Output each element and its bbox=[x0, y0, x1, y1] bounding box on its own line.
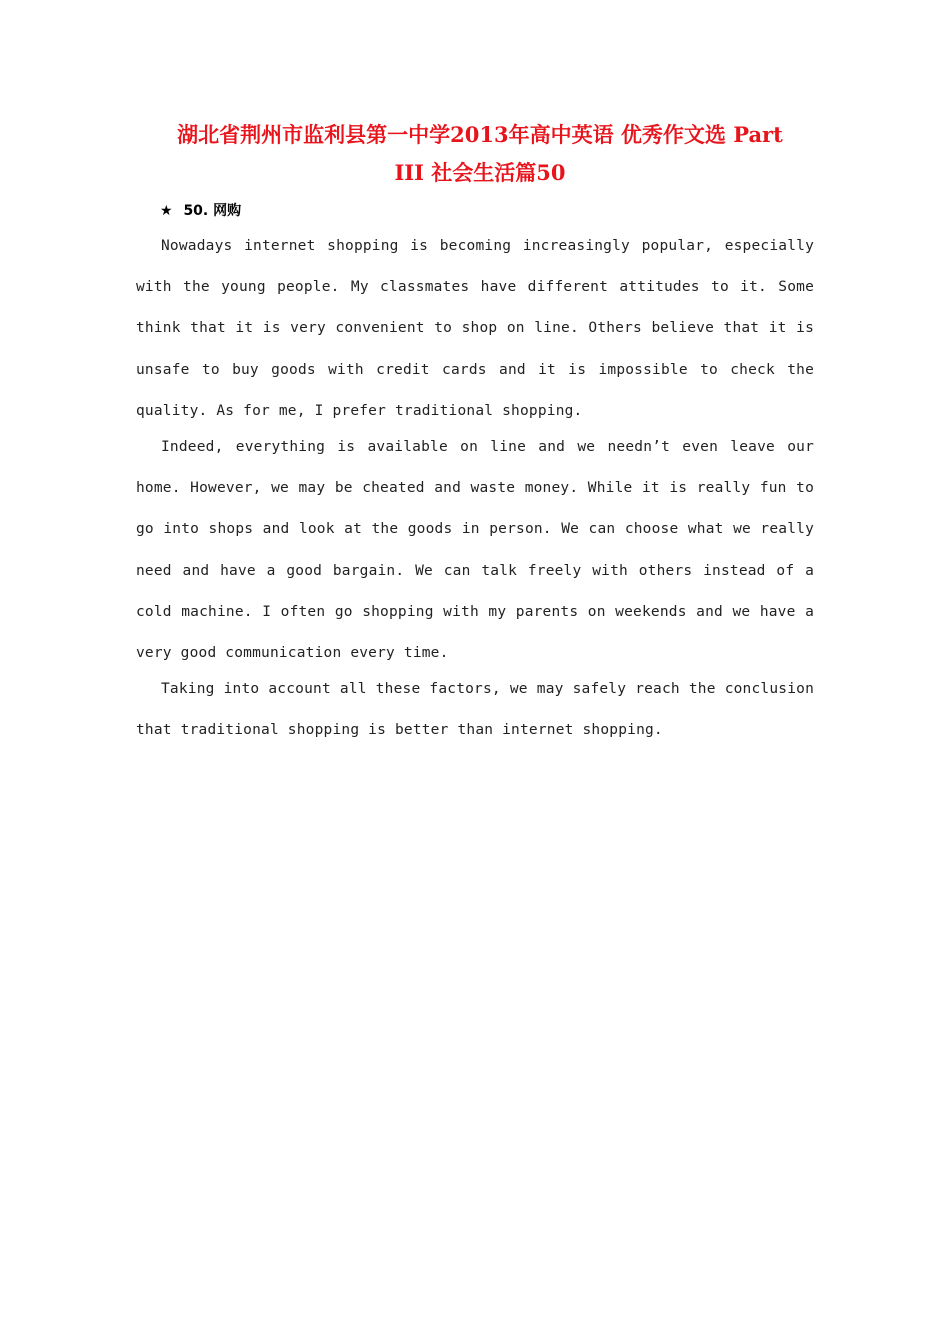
title-line-2: III 社会生活篇50 bbox=[394, 160, 566, 185]
essay-body bbox=[136, 226, 814, 747]
section-heading bbox=[160, 200, 241, 220]
title-line-1: 湖北省荆州市监利县第一中学2013年高中英语 优秀作文选 Part bbox=[177, 122, 783, 147]
essay-paragraph-2: Indeed, everything is available on line and we needn’t even leave our home. However, we may be cheated and waste money. While it is really fun to go into shops and look at the goods in person. We can choose what we really need and have a good bargain. We can talk freely with others instead of a cold machine. I often go shopping with my parents on weekends and we have a very good communication every time. bbox=[136, 439, 814, 662]
essay-paragraph-3: Taking into account all these factors, we may safely reach the conclusion that traditional shopping is better than internet shopping. bbox=[136, 681, 814, 739]
document-title bbox=[150, 116, 810, 192]
essay-paragraph-1: Nowadays internet shopping is becoming increasingly popular, especially with the young people. My classmates have different attitudes to it. Some think that it is very convenient to shop on line. Others believe that it is unsafe to buy goods with credit cards and it is impossible to check the quality. As for me, I prefer traditional shopping. bbox=[136, 238, 814, 419]
section-heading-text: 50. 网购 bbox=[183, 203, 242, 219]
star-icon: ★ bbox=[160, 203, 173, 219]
